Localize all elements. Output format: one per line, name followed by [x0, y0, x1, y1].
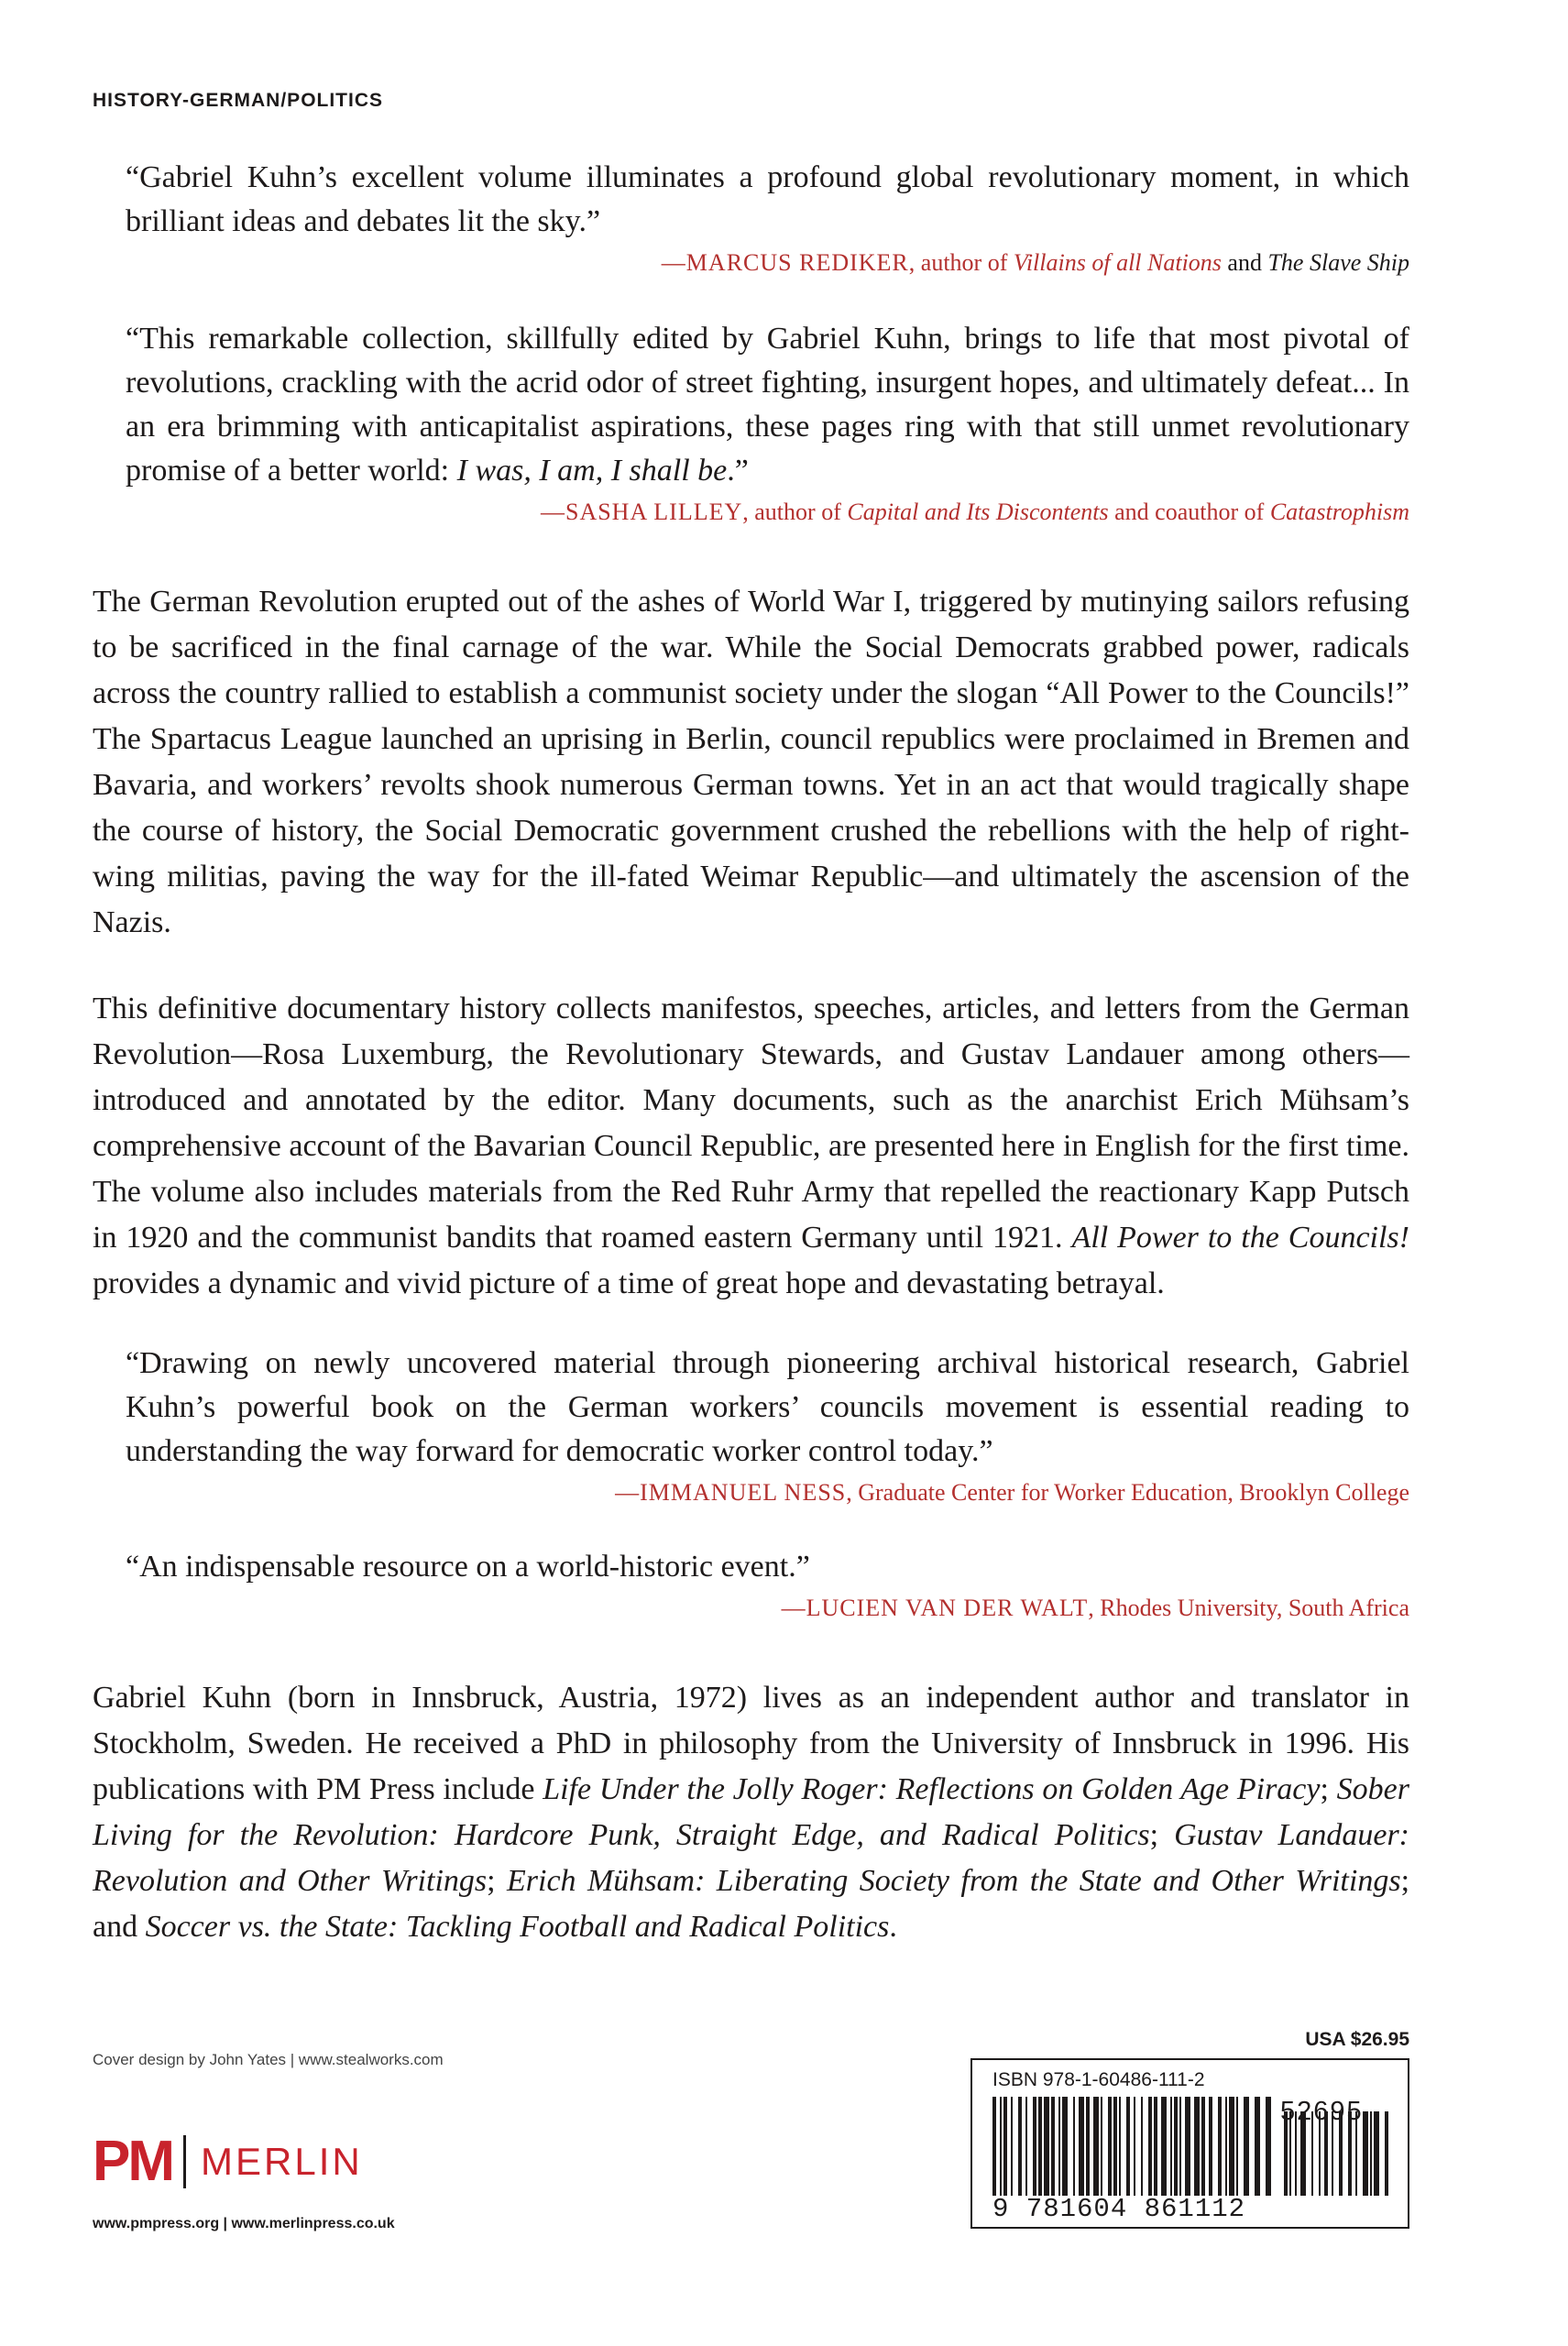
barcode-box [970, 2058, 1409, 2229]
book-title: Catastrophism [1269, 499, 1409, 525]
book-title: Erich Mühsam: Liberating Society from the State and Other Writings [507, 1864, 1401, 1898]
book-title: Life Under the Jolly Roger: Reflections on Golden Age Piracy [543, 1772, 1321, 1806]
blurb-attribution: —IMMANUEL NESS, Graduate Center for Worker Education, Brooklyn College [615, 1479, 1409, 1506]
price-label: USA $26.95 [1305, 2029, 1409, 2050]
price-addon-code: 52695 [1280, 2097, 1364, 2126]
blurb-text: “This remarkable collection, skillfully edited by Gabriel Kuhn, brings to life that most pivotal of revolutions, crackling with the acrid odor of street fighting, insurgent hopes, and ultimately defeat... In an era brimming with anticapitalist aspirations, these pages ring with that still unmet revolutionary promise of a better world: I was, I am, I shall be.” [126, 322, 1409, 488]
isbn-text: ISBN 978-1-60486-111-2 [992, 2069, 1205, 2090]
book-title: Gustav Landauer: Revolution and Other Writings [93, 1818, 1409, 1898]
blurb-lilley [126, 317, 1409, 530]
blurb-attribution: —MARCUS REDIKER, author of Villains of all Nations and The Slave Ship [661, 249, 1409, 276]
pm-press-logo: PM [93, 2130, 172, 2193]
barcode-digits: 9 781604 861112 [992, 2194, 1246, 2224]
blurb-attribution: —LUCIEN VAN DER WALT, Rhodes University, South Africa [781, 1595, 1409, 1621]
logo-divider [183, 2135, 186, 2188]
category-label: HISTORY-GERMAN/POLITICS [93, 90, 384, 111]
blurb-text: “Gabriel Kuhn’s excellent volume illuminates a profound global revolutionary moment, in which brilliant ideas and debates lit the sky.” [126, 160, 1409, 238]
publisher-urls: www.pmpress.org | www.merlinpress.co.uk [93, 2216, 395, 2231]
book-title: Villains of all Nations [1013, 249, 1222, 276]
back-cover-content [93, 156, 1409, 1950]
merlin-press-logo: MERLIN [201, 2140, 363, 2183]
book-title: Sober Living for the Revolution: Hardcore Punk, Straight Edge, and Radical Politics [93, 1772, 1409, 1852]
cover-design-credit: Cover design by John Yates | www.stealworks.com [93, 2051, 444, 2068]
book-title: All Power to the Councils! [1071, 1221, 1409, 1255]
blurb-text: “Drawing on newly uncovered material through pioneering archival historical research, Gabriel Kuhn’s powerful book on the German workers’ councils movement is essential reading to understanding the way forward for democratic worker control today.” [126, 1346, 1409, 1468]
book-title: The Slave Ship [1267, 249, 1409, 276]
author-bio: Gabriel Kuhn (born in Innsbruck, Austria, 1972) lives as an independent author and translator in Stockholm, Sweden. He received a PhD in philosophy from the University of Innsbruck in 1996. His publications with PM Press include Life Under the Jolly Roger: Reflections on Golden Age Piracy; Sober Living for the Revolution: Hardcore Punk, Straight Edge, and Radical Politics; Gustav Landauer: Revolution and Other Writings; Erich Mühsam: Liberating Society from the State and Other Writings; and Soccer vs. the State: Tackling Football and Radical Politics. [93, 1681, 1410, 1944]
publisher-logo [93, 2130, 363, 2193]
blurb-van-der-walt [126, 1545, 1409, 1626]
attribution-name: —SASHA LILLEY [540, 499, 743, 525]
blurb-rediker [126, 156, 1409, 280]
blurb-text: “An indispensable resource on a world-historic event.” [126, 1550, 810, 1584]
attribution-name: —MARCUS REDIKER [661, 249, 909, 276]
attribution-name: —IMMANUEL NESS [615, 1479, 847, 1506]
book-title: Capital and Its Discontents [847, 499, 1109, 525]
attribution-name: —LUCIEN VAN DER WALT [781, 1595, 1089, 1621]
description-paragraph-2: This definitive documentary history collects manifestos, speeches, articles, and letters from the German Revolution—Rosa Luxemburg, the Revolutionary Stewards, and Gustav Landauer among others—introduced and annotated by the editor. Many documents, such as the anarchist Erich Mühsam’s comprehensive account of the Bavarian Council Republic, are presented here in English for the first time. The volume also includes materials from the Red Ruhr Army that repelled the reactionary Kapp Putsch in 1920 and the communist bandits that roamed eastern Germany until 1921. All Power to the Councils! provides a dynamic and vivid picture of a time of great hope and devastating betrayal. [93, 992, 1409, 1300]
book-title: Soccer vs. the State: Tackling Football and Radical Politics [145, 1910, 890, 1944]
blurb-attribution: —SASHA LILLEY, author of Capital and Its Discontents and coauthor of Catastrophism [540, 499, 1409, 525]
blurb-ness [126, 1342, 1409, 1510]
description-paragraph-1: The German Revolution erupted out of the ashes of World War I, triggered by mutinying sailors refusing to be sacrificed in the final carnage of the war. While the Social Democrats grabbed power, radicals across the country rallied to establish a communist society under the slogan “All Power to the Councils!” The Spartacus League launched an uprising in Berlin, council republics were proclaimed in Bremen and Bavaria, and workers’ revolts shook numerous German towns. Yet in an act that would tragically shape the course of history, the Social Democratic government crushed the rebellions with the help of right-wing militias, paving the way for the ill-fated Weimar Republic—and ultimately the ascension of the Nazis. [93, 585, 1409, 939]
